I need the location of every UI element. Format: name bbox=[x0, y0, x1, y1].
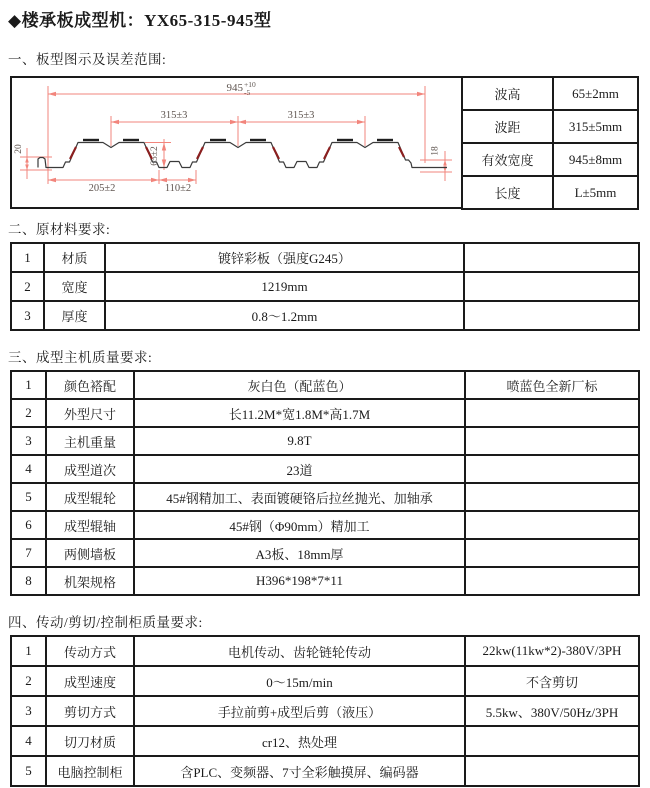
table-cell: 波高 bbox=[462, 77, 553, 110]
dim-pitch-right-label: 315±3 bbox=[287, 110, 315, 121]
dimension-labels bbox=[14, 80, 441, 194]
table-cell bbox=[464, 301, 639, 330]
table-cell: 有效宽度 bbox=[462, 143, 553, 176]
dimension-lines bbox=[20, 86, 452, 184]
dimension-arrows bbox=[25, 92, 447, 182]
table-cell: 7 bbox=[11, 539, 46, 567]
table-row bbox=[11, 243, 639, 272]
profile-drawing-box bbox=[10, 76, 463, 209]
dim-overall-minus-tol: -5 bbox=[244, 88, 251, 97]
dim-edge-right-label: 18 bbox=[430, 146, 441, 156]
table-row bbox=[11, 483, 639, 511]
table-cell: 45#钢（Φ90mm）精加工 bbox=[134, 511, 465, 539]
table-cell: 8 bbox=[11, 567, 46, 595]
table-row bbox=[11, 696, 639, 726]
table-cell: 电机传动、齿轮链轮传动 bbox=[134, 636, 465, 666]
table-row bbox=[11, 301, 639, 330]
table-cell bbox=[465, 539, 639, 567]
table-row bbox=[11, 371, 639, 399]
section-heading-1: 一、板型图示及误差范围: bbox=[8, 52, 167, 67]
table-row bbox=[462, 176, 638, 209]
table-row bbox=[11, 636, 639, 666]
table-row bbox=[11, 567, 639, 595]
section-heading-4: 四、传动/剪切/控制柜质量要求: bbox=[8, 615, 203, 630]
table-cell bbox=[464, 272, 639, 301]
dim-overall-plus-tol: +10 bbox=[244, 80, 256, 89]
table-row bbox=[11, 666, 639, 696]
forming-machine-table bbox=[10, 370, 640, 596]
table-cell: 65±2mm bbox=[553, 77, 638, 110]
table-row bbox=[11, 756, 639, 786]
dim-height-label: 65±2 bbox=[150, 146, 160, 166]
table-cell: cr12、热处理 bbox=[134, 726, 465, 756]
table-cell: 成型道次 bbox=[46, 455, 134, 483]
table-cell: 喷蓝色全新厂标 bbox=[465, 371, 639, 399]
table-cell: 1 bbox=[11, 636, 46, 666]
table-cell: 45#钢精加工、表面镀硬铬后拉丝抛光、加轴承 bbox=[134, 483, 465, 511]
table-cell: 电脑控制柜 bbox=[46, 756, 134, 786]
table-cell bbox=[465, 567, 639, 595]
table-cell bbox=[465, 427, 639, 455]
table-cell: 剪切方式 bbox=[46, 696, 134, 726]
table-row bbox=[11, 726, 639, 756]
drive-shear-control-table bbox=[10, 635, 640, 787]
table-row bbox=[11, 511, 639, 539]
dim-overall-label: 945 bbox=[226, 82, 243, 94]
table-cell: 长度 bbox=[462, 176, 553, 209]
table-cell: 1 bbox=[11, 371, 46, 399]
table-cell: 成型速度 bbox=[46, 666, 134, 696]
table-cell: 切刀材质 bbox=[46, 726, 134, 756]
table-cell: 手拉前剪+成型后剪（液压） bbox=[134, 696, 465, 726]
slope-hatch-marks bbox=[70, 147, 404, 159]
table-cell: 机架规格 bbox=[46, 567, 134, 595]
table-row bbox=[11, 399, 639, 427]
table-cell: H396*198*7*11 bbox=[134, 567, 465, 595]
table-cell: 长11.2M*宽1.8M*高1.7M bbox=[134, 399, 465, 427]
table-cell bbox=[465, 511, 639, 539]
table-cell: 3 bbox=[11, 696, 46, 726]
table-cell: 3 bbox=[11, 427, 46, 455]
table-cell bbox=[465, 455, 639, 483]
table-cell: 4 bbox=[11, 726, 46, 756]
table-cell: 23道 bbox=[134, 455, 465, 483]
table-cell: A3板、18mm厚 bbox=[134, 539, 465, 567]
table-cell: 6 bbox=[11, 511, 46, 539]
table-cell: 外型尺寸 bbox=[46, 399, 134, 427]
sheet-profile-outline bbox=[38, 143, 447, 168]
table-cell: 传动方式 bbox=[46, 636, 134, 666]
tolerance-spec-table bbox=[461, 76, 639, 210]
table-cell: 315±5mm bbox=[553, 110, 638, 143]
table-cell: 0～15m/min bbox=[134, 666, 465, 696]
table-cell: 945±8mm bbox=[553, 143, 638, 176]
table-cell: 3 bbox=[11, 301, 44, 330]
table-row bbox=[11, 539, 639, 567]
table-cell bbox=[465, 756, 639, 786]
table-cell: L±5mm bbox=[553, 176, 638, 209]
table-cell: 成型辊轴 bbox=[46, 511, 134, 539]
table-row bbox=[11, 272, 639, 301]
dim-trough-label: 110±2 bbox=[164, 183, 192, 194]
section-heading-3: 三、成型主机质量要求: bbox=[8, 350, 153, 365]
table-cell: 2 bbox=[11, 666, 46, 696]
table-cell: 主机重量 bbox=[46, 427, 134, 455]
table-row bbox=[11, 427, 639, 455]
table-cell: 2 bbox=[11, 272, 44, 301]
table-cell: 两侧墙板 bbox=[46, 539, 134, 567]
dim-base-label: 205±2 bbox=[88, 183, 116, 194]
table-cell: 0.8～1.2mm bbox=[105, 301, 464, 330]
table-cell bbox=[465, 399, 639, 427]
profile-drawing bbox=[12, 78, 461, 207]
dim-pitch-left-label: 315±3 bbox=[160, 110, 188, 121]
section-heading-2: 二、原材料要求: bbox=[8, 222, 111, 237]
table-cell: 2 bbox=[11, 399, 46, 427]
table-cell: 不含剪切 bbox=[465, 666, 639, 696]
table-cell: 5 bbox=[11, 756, 46, 786]
table-cell: 宽度 bbox=[44, 272, 105, 301]
table-cell: 1219mm bbox=[105, 272, 464, 301]
table-row bbox=[462, 77, 638, 110]
table-cell bbox=[465, 483, 639, 511]
table-cell: 9.8T bbox=[134, 427, 465, 455]
table-cell: 含PLC、变频器、7寸全彩触摸屏、编码器 bbox=[134, 756, 465, 786]
table-cell bbox=[465, 726, 639, 756]
table-cell: 波距 bbox=[462, 110, 553, 143]
page-title: ◆楼承板成型机：YX65-315-945型 bbox=[8, 11, 272, 30]
table-cell: 厚度 bbox=[44, 301, 105, 330]
table-cell: 灰白色（配蓝色） bbox=[134, 371, 465, 399]
table-cell: 材质 bbox=[44, 243, 105, 272]
dim-edge-left-label: 20 bbox=[14, 144, 24, 154]
table-cell: 5.5kw、380V/50Hz/3PH bbox=[465, 696, 639, 726]
table-cell: 22kw(11kw*2)-380V/3PH bbox=[465, 636, 639, 666]
table-cell: 4 bbox=[11, 455, 46, 483]
table-cell: 5 bbox=[11, 483, 46, 511]
table-row bbox=[462, 110, 638, 143]
table-cell: 镀锌彩板（强度G245） bbox=[105, 243, 464, 272]
raw-material-table bbox=[10, 242, 640, 331]
table-cell: 颜色褡配 bbox=[46, 371, 134, 399]
table-cell bbox=[464, 243, 639, 272]
table-row bbox=[462, 143, 638, 176]
table-cell: 成型辊轮 bbox=[46, 483, 134, 511]
table-row bbox=[11, 455, 639, 483]
table-cell: 1 bbox=[11, 243, 44, 272]
